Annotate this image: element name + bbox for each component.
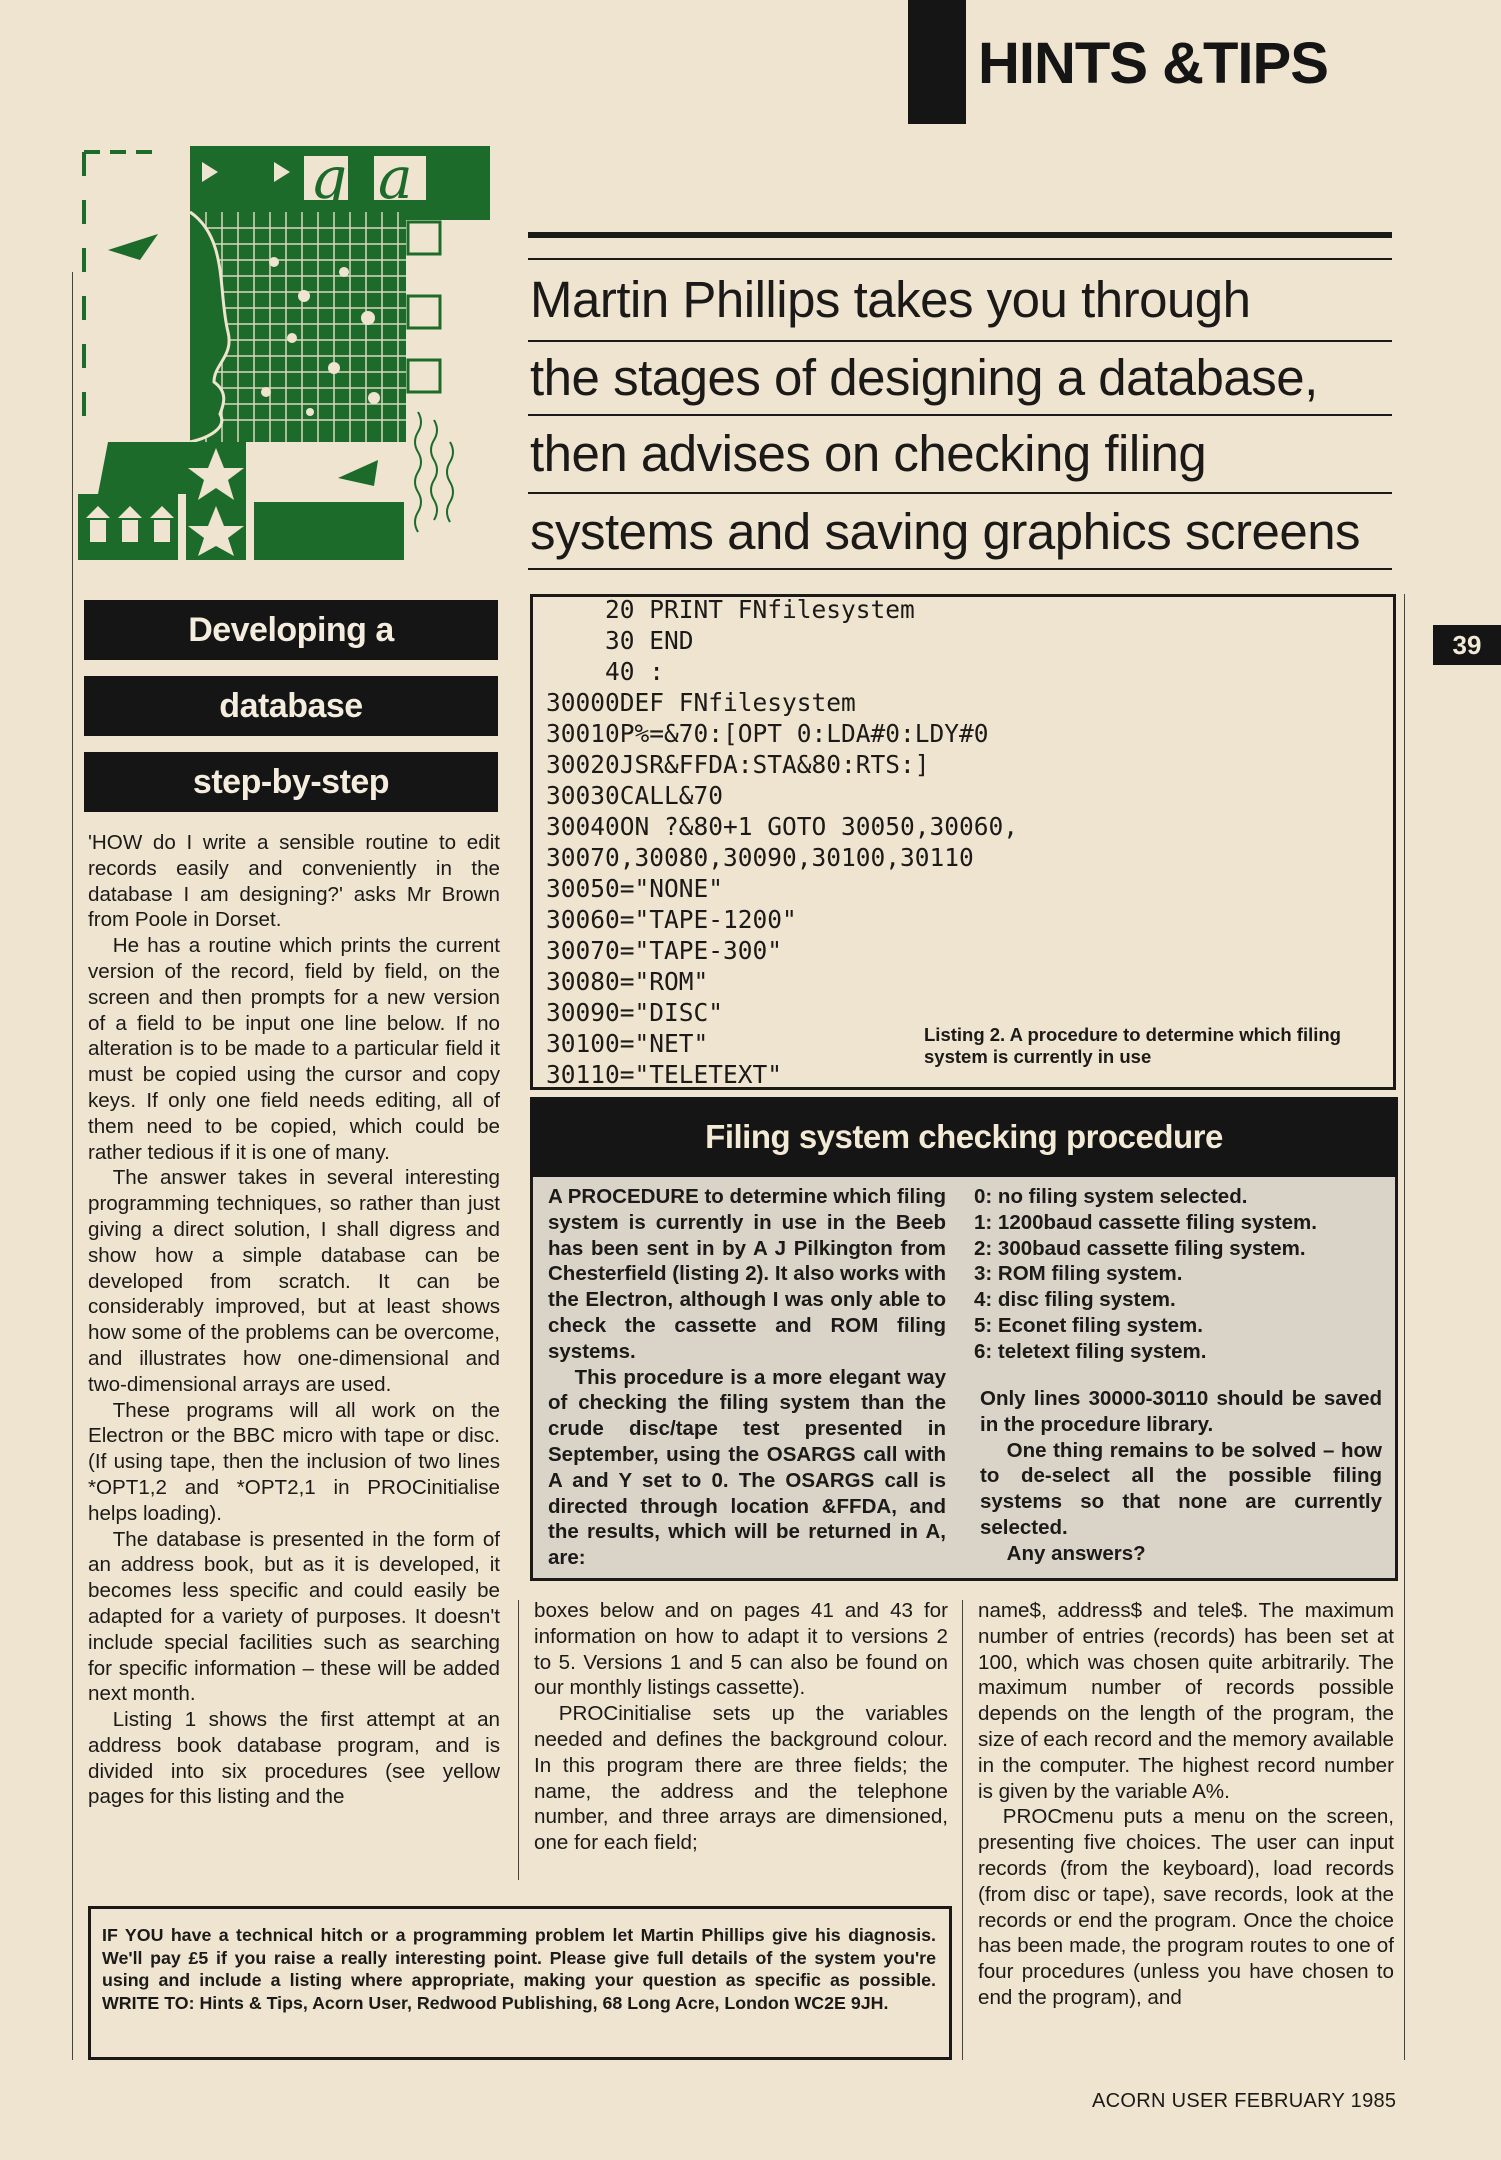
code-line: 30020JSR&FFDA:STA&80:RTS:] <box>546 750 930 779</box>
paragraph: Any answers? <box>1006 1541 1146 1565</box>
code-line: 30080="ROM" <box>546 967 709 996</box>
list-item: 5: Econet filing system. <box>974 1313 1203 1337</box>
q-and-a-illustration <box>78 142 498 584</box>
deck-line: systems and saving graphics screens <box>530 503 1361 560</box>
deck-line: the stages of designing a database, <box>530 349 1318 406</box>
paragraph: PROCmenu puts a menu on the screen, presenting five choices. The user can input records (from the keyboard), load records (from disc or tape), save records, look at the records or end the program. Once the choice has been made, the program routes to one of four procedures (unless you have chosen to end the program), and <box>978 1805 1394 2009</box>
code-line: 30100="NET" <box>546 1029 709 1058</box>
code-line: 30070="TAPE-300" <box>546 936 783 965</box>
code-line: 30010P%=&70:[OPT 0:LDA#0:LDY#0 <box>546 719 989 748</box>
filing-box-left-column <box>548 1184 946 1571</box>
code-line: 30060="TAPE-1200" <box>546 905 797 934</box>
deck-rule <box>528 258 1392 260</box>
filing-codes-list <box>974 1184 1376 1365</box>
code-listing <box>546 594 1019 1090</box>
code-line: 30 END <box>546 626 694 655</box>
list-item: 0: no filing system selected. <box>974 1185 1248 1208</box>
paragraph: 'HOW do I write a sensible routine to edit records easily and conveniently in the database I am designing?' asks Mr Brown from Poole in Dorset. <box>88 831 500 932</box>
article-heading: database <box>84 676 498 736</box>
deck-rule <box>528 568 1392 570</box>
deck-rule <box>528 414 1392 416</box>
code-line: 30000DEF FNfilesystem <box>546 688 856 717</box>
article-heading: step-by-step <box>84 752 498 812</box>
paragraph: These programs will all work on the Electron or the BBC micro with tape or disc. (If using tape, then the inclusion of two lines *OPT1,2 and *OPT2,1 in PROCinitialise helps loading). <box>88 1398 500 1525</box>
paragraph: The database is presented in the form of an address book, but as it is developed, it becomes less specific and could easily be adapted for a variety of purposes. It doesn't include special facilities such as searching for specific information – these will be added next month. <box>88 1527 500 1706</box>
notice-text: IF YOU have a technical hitch or a programming problem let Martin Phillips give his diagnosis. We'll pay £5 if you raise a really interesting point. Please give full details of the system you're using and include a listing where appropriate, making your question as specific as possible. WRITE TO: Hints & Tips, Acorn User, Redwood Publishing, 68 Long Acre, London WC2E 9JH. <box>102 1925 936 2013</box>
article-column-2 <box>534 1598 948 1856</box>
code-line: 30040ON ?&80+1 GOTO 30050,30060, <box>546 812 1019 841</box>
listing-caption: Listing 2. A procedure to determine which filing system is currently in use <box>924 1024 1341 1067</box>
code-line: 30110="TELETEXT" <box>546 1060 783 1089</box>
code-line: 30030CALL&70 <box>546 781 724 810</box>
paragraph: name$, address$ and tele$. The maximum number of entries (records) has been set at 100, which was chosen quite arbitrarily. The maximum number of records possible depends on the length of the program, the size of each record and the memory available in the computer. The highest record number is given by the variable A%. <box>978 1599 1394 1803</box>
section-title: HINTS &TIPS <box>978 31 1328 96</box>
column-rule <box>962 1600 963 2060</box>
column-rule <box>1404 594 1405 2060</box>
paragraph: Only lines 30000-30110 should be saved in the procedure library. <box>980 1387 1382 1436</box>
deck-line: then advises on checking filing <box>530 425 1207 482</box>
list-item: 2: 300baud cassette filing system. <box>974 1236 1306 1260</box>
paragraph: Listing 1 shows the first attempt at an address book database program, and is divided into six procedures (see yellow pages for this listing and the <box>88 1708 500 1809</box>
filing-box-right-column <box>974 1184 1376 1365</box>
deck-rule <box>528 492 1392 494</box>
filing-box-title: Filing system checking procedure <box>530 1097 1398 1177</box>
article-column-1 <box>88 830 500 1810</box>
column-rule <box>518 1600 519 1880</box>
list-item: 6: teletext filing system. <box>974 1339 1207 1363</box>
list-item: 3: ROM filing system. <box>974 1262 1183 1286</box>
list-item: 4: disc filing system. <box>974 1288 1176 1312</box>
code-line: 30050="NONE" <box>546 874 724 903</box>
header-bar <box>908 0 966 124</box>
paragraph: A PROCEDURE to determine which filing system is currently in use in the Beeb has been sent in by A J Pilkington from Chesterfield (listing 2). It also works with the Electron, although I was only able to check the cassette and ROM filing systems. <box>548 1185 946 1363</box>
article-column-3 <box>978 1598 1394 2011</box>
paragraph: PROCinitialise sets up the variables needed and defines the background colour. In this program there are three fields; the name, the address and the telephone number, and three arrays are dimensioned, one for each field; <box>534 1702 948 1855</box>
article-heading: Developing a <box>84 600 498 660</box>
paragraph: One thing remains to be solved – how to de-select all the possible filing systems so that none are currently selected. <box>980 1438 1382 1539</box>
paragraph: This procedure is a more elegant way of checking the filing system than the crude disc/tape test presented in September, using the OSARGS call with A and Y set to 0. The OSARGS call is directed through location &FFDA, and the results, which will be returned in A, are: <box>548 1365 946 1570</box>
code-line: 40 : <box>546 657 665 686</box>
paragraph: The answer takes in several interesting programming techniques, so rather than just giving a direct solution, I shall digress and show how a simple database can be developed from scratch. It can be considerably improved, but at least shows how some of the problems can be overcome, and illustrates how one-dimensional and two-dimensional arrays are used. <box>88 1166 500 1396</box>
deck-top-rule-thick <box>528 232 1392 238</box>
code-line: 30090="DISC" <box>546 998 724 1027</box>
letter-a: a <box>378 144 413 212</box>
paragraph: boxes below and on pages 41 and 43 for information on how to adapt it to versions 2 to 5. Versions 1 and 5 can also be found on our monthly listings cassette). <box>534 1599 948 1700</box>
letter-q: q <box>310 144 348 212</box>
filing-box-right-text <box>980 1386 1382 1567</box>
column-rule <box>72 272 73 2060</box>
page-number-tab: 39 <box>1433 625 1501 665</box>
code-line: 20 PRINT FNfilesystem <box>546 595 915 624</box>
code-line: 30070,30080,30090,30100,30110 <box>546 843 974 872</box>
page-footer: ACORN USER FEBRUARY 1985 <box>1092 2090 1397 2112</box>
paragraph: He has a routine which prints the current version of the record, field by field, on the screen and then prompts for a new version of a field to be input one line below. If no alteration is to be made to a particular field it must be copied using the cursor and copy keys. If only one field needs editing, all of them need to be copied, which could be rather tedious if it is one of many. <box>88 934 500 1164</box>
deck-line: Martin Phillips takes you through <box>530 271 1251 328</box>
list-item: 1: 1200baud cassette filing system. <box>974 1210 1317 1234</box>
